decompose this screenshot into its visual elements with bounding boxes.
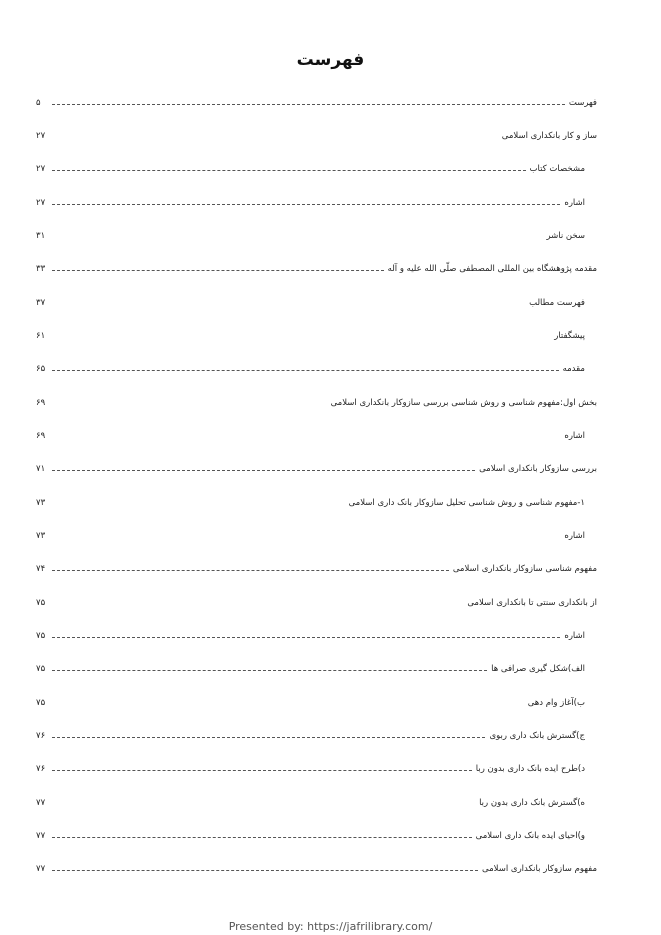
toc-entry-title: مفهوم شناسی سازوکار بانکداری اسلامی [452,564,597,574]
toc-dotted-leader [52,637,560,638]
toc-entry-title: اشاره [564,631,585,641]
toc-entry-page-number: ۶۱ [36,331,46,341]
toc-entry[interactable] [36,629,585,643]
toc-entry-title: فهرست مطالب [529,298,585,308]
toc-entry-page-number: ۶۵ [36,364,46,374]
toc-entry-title: مشخصات کتاب [529,164,585,174]
toc-entry[interactable] [36,296,585,310]
toc-entry-title: ۱-مفهوم شناسی و روش شناسی تحلیل سازوکار بانک داری اسلامی [348,498,585,508]
toc-entry-page-number: ۳۳ [36,264,46,274]
toc-entry[interactable] [36,429,585,443]
toc-entry[interactable] [36,596,597,610]
toc-entry[interactable] [36,829,585,843]
toc-entry-title: فهرست [568,98,597,108]
toc-entry-page-number: ۶۹ [36,431,46,441]
toc-entry-page-number: ۶۹ [36,398,46,408]
toc-entry[interactable] [36,696,585,710]
toc-entry-title: مفهوم سازوکار بانکداری اسلامی [482,864,597,874]
toc-entry-page-number: ۷۷ [36,864,46,874]
toc-entry[interactable] [36,762,585,776]
toc-entry-title: پیشگفتار [554,331,585,341]
toc-entry-title: مقدمه پژوهشگاه بین المللی المصطفی صلّی الله علیه و آله [387,264,597,274]
toc-entry[interactable] [36,129,597,143]
toc-entry-page-number: ۷۱ [36,464,46,474]
toc-entry-title: اشاره [564,198,585,208]
toc-dotted-leader [52,270,384,271]
toc-entry-title: مقدمه [562,364,585,374]
toc-entry[interactable] [36,196,585,210]
toc-dotted-leader [52,737,485,738]
toc-entry-page-number: ۵ [36,98,41,108]
toc-entry[interactable] [36,529,585,543]
toc-entry-page-number: ۷۵ [36,698,46,708]
toc-entry-page-number: ۷۷ [36,831,46,841]
toc-entry-page-number: ۷۴ [36,564,46,574]
toc-entry-title: بخش اول:مفهوم شناسی و روش شناسی بررسی سازوکار بانکداری اسلامی [330,398,597,408]
toc-entry[interactable] [36,662,585,676]
toc-entry-title: و)احیای ایده بانک داری اسلامی [475,831,585,841]
toc-dotted-leader [52,870,478,871]
toc-entry[interactable] [36,462,597,476]
toc-entry-page-number: ۷۵ [36,631,46,641]
toc-dotted-leader [52,204,560,205]
toc-entry[interactable] [36,396,597,410]
toc-entry[interactable] [36,262,597,276]
toc-entry[interactable] [36,562,597,576]
toc-entry-title: الف)شکل گیری صرافی ها [491,664,585,674]
toc-entry-title: ساز و کار بانکداری اسلامی [501,131,597,141]
toc-dotted-leader [52,170,526,171]
toc-entry[interactable] [36,329,585,343]
toc-entry-page-number: ۳۱ [36,231,46,241]
toc-entry[interactable] [36,362,585,376]
toc-entry-page-number: ۲۷ [36,198,46,208]
page-title: فهرست [296,50,365,70]
toc-entry-page-number: ۷۶ [36,764,46,774]
toc-dotted-leader [52,370,559,371]
toc-entry-title: اشاره [564,431,585,441]
toc-entry[interactable] [36,796,585,810]
toc-dotted-leader [52,670,487,671]
toc-entry-title: بررسی سازوکار بانکداری اسلامی [479,464,597,474]
toc-entry-page-number: ۲۷ [36,164,46,174]
toc-entry-title: ه)گسترش بانک داری بدون ربا [479,798,585,808]
toc-entry-page-number: ۷۷ [36,798,46,808]
toc-entry[interactable] [36,862,597,876]
toc-entry[interactable] [36,162,585,176]
toc-entry-page-number: ۷۵ [36,598,46,608]
toc-dotted-leader [52,470,475,471]
toc-entry-page-number: ۷۵ [36,664,46,674]
toc-entry[interactable] [36,229,585,243]
toc-entry-title: ب)آغاز وام دهی [527,698,585,708]
toc-dotted-leader [52,104,565,105]
toc-entry-page-number: ۷۶ [36,731,46,741]
toc-entry-title: ج)گسترش بانک داری ربوی [489,731,585,741]
toc-dotted-leader [52,570,449,571]
toc-entry[interactable] [36,496,585,510]
toc-dotted-leader [52,770,472,771]
toc-entry-title: اشاره [564,531,585,541]
toc-entry-page-number: ۲۷ [36,131,46,141]
toc-entry-title: سخن ناشر [546,231,585,241]
toc-entry[interactable] [36,729,585,743]
toc-entry-page-number: ۳۷ [36,298,46,308]
toc-entry-page-number: ۷۳ [36,498,46,508]
toc-entry[interactable] [36,96,597,110]
toc-entry-title: د)طرح ایده بانک داری بدون ربا [475,764,585,774]
toc-entry-title: از بانکداری سنتی تا بانکداری اسلامی [467,598,597,608]
toc-dotted-leader [52,837,472,838]
toc-entry-page-number: ۷۳ [36,531,46,541]
footer-credit: Presented by: https://jafrilibrary.com/ [228,920,433,933]
